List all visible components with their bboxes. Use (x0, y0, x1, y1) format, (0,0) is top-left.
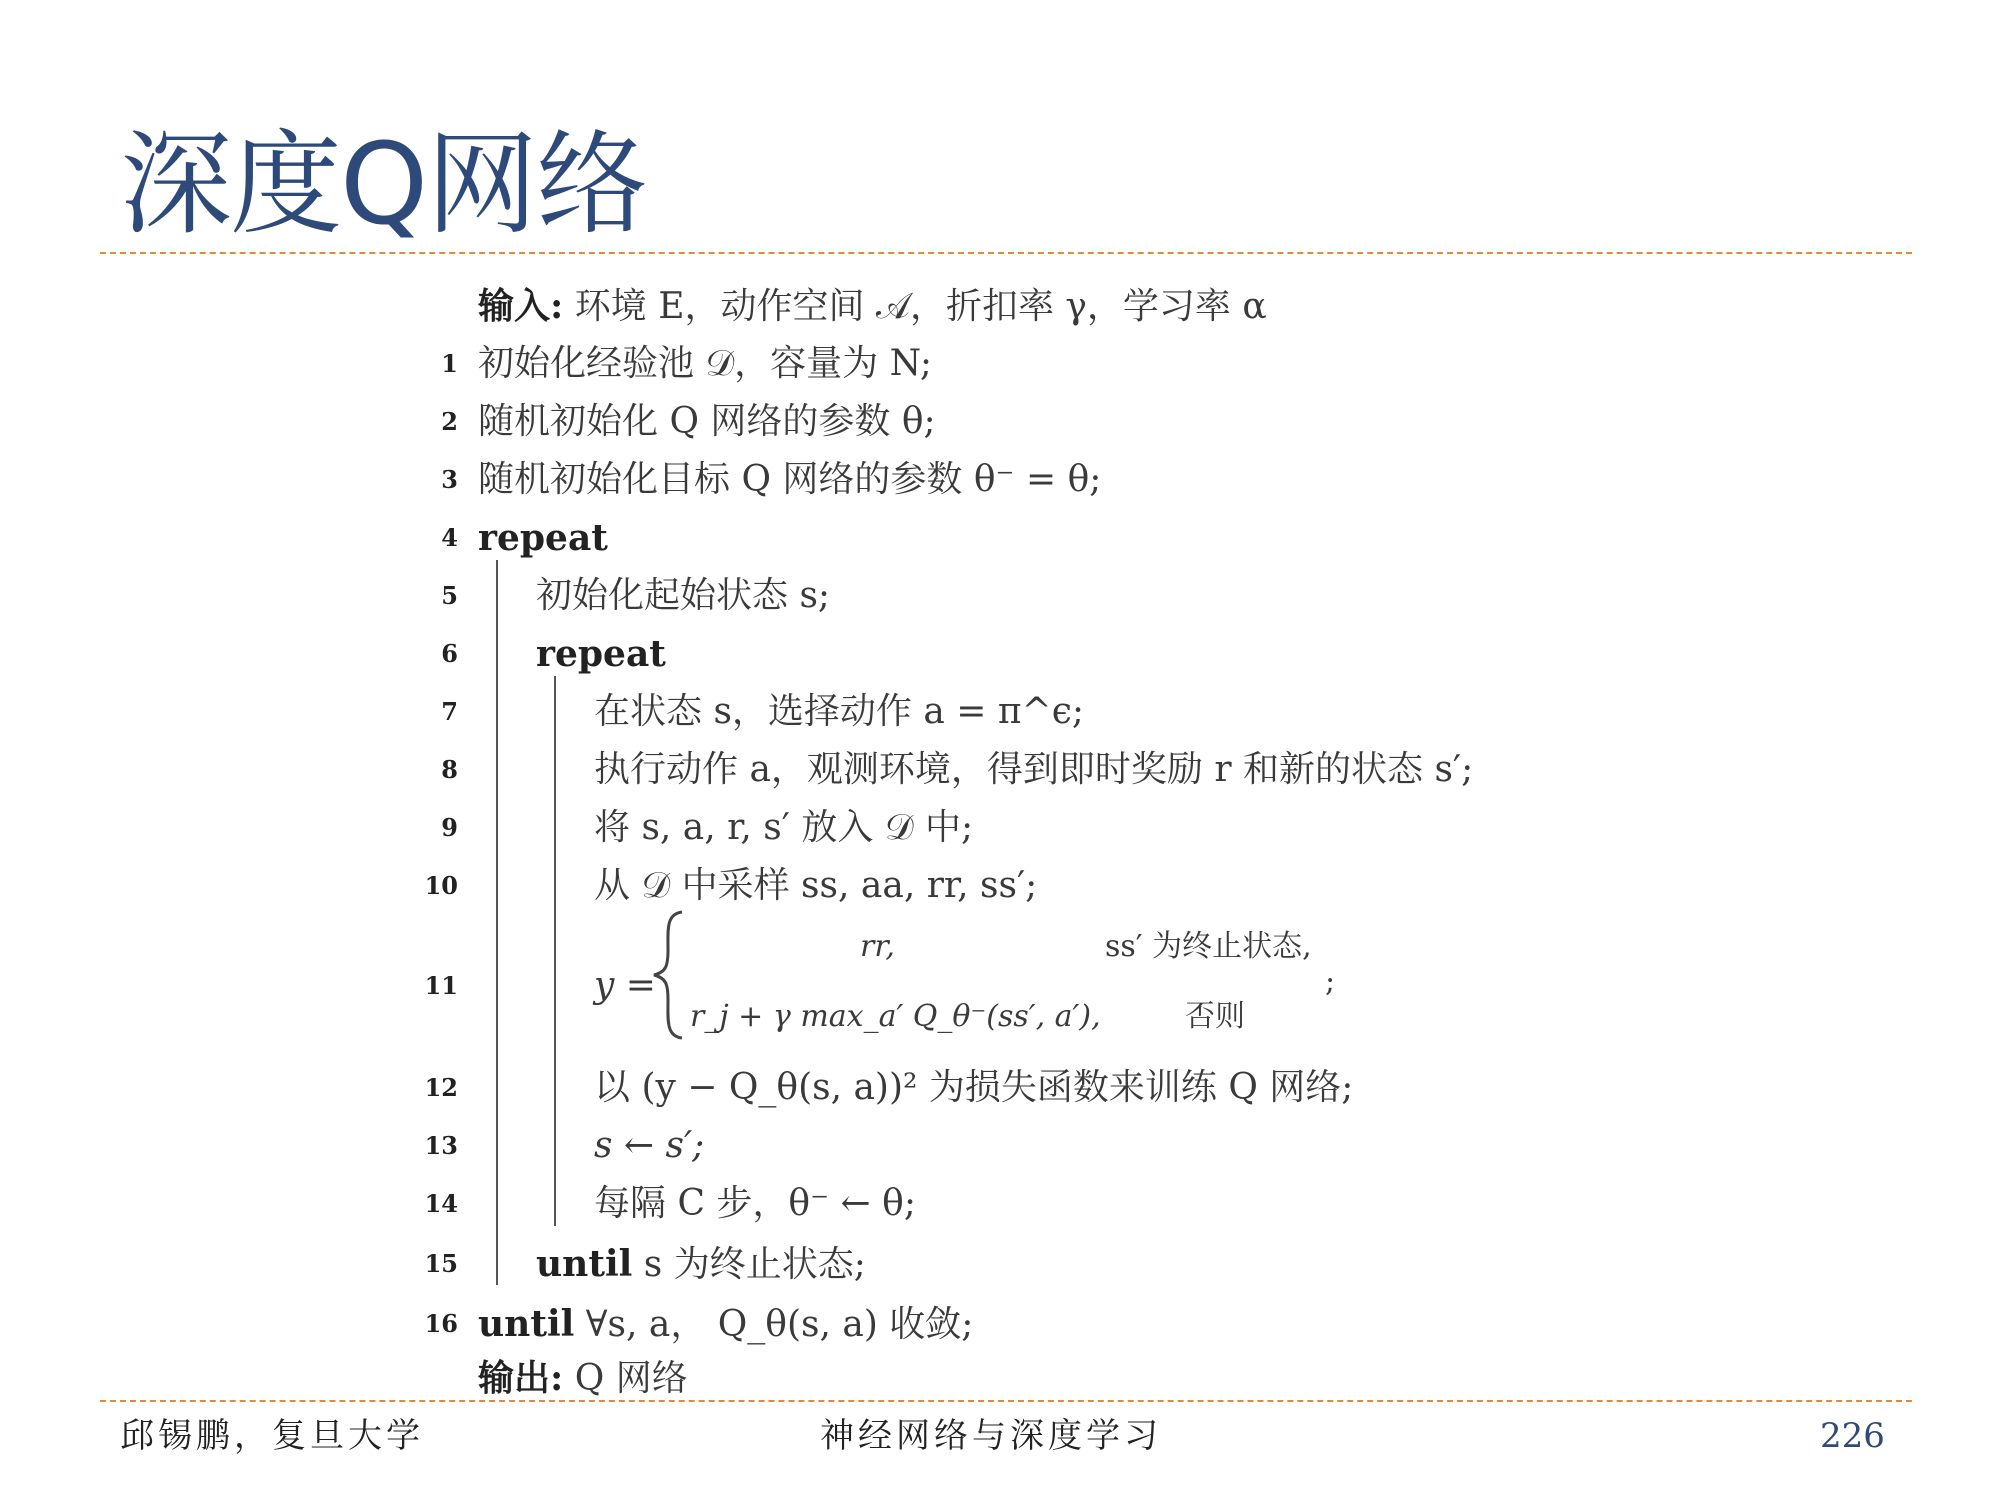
output-text: Q 网络 (574, 1358, 688, 1399)
line-text: 从 𝒟 中采样 ss, aa, rr, ss′; (594, 865, 1038, 906)
line-number: 11 (424, 971, 458, 1000)
input-label: 输入: (478, 285, 564, 327)
until-condition: ∀s, a， Q_θ(s, a) 收敛; (574, 1304, 974, 1345)
page-title: 深度Q网络 (120, 120, 647, 250)
repeat-keyword: repeat (478, 517, 608, 559)
footer-author: 邱锡鹏，复旦大学 (120, 1416, 424, 1456)
line-number: 4 (441, 523, 458, 552)
algorithm-output (0, 1350, 2000, 1406)
until-line-text (536, 1236, 866, 1293)
case2-condition: 否则 (1185, 999, 1245, 1034)
algorithm-line (0, 1236, 2000, 1292)
algorithm-input (0, 278, 2000, 334)
left-brace-icon (648, 910, 688, 1040)
line-number: 7 (441, 697, 458, 726)
line-text: 执行动作 a，观测环境，得到即时奖励 r 和新的状态 s′; (594, 749, 1474, 790)
line-text: 将 s, a, r, s′ 放入 𝒟 中; (594, 807, 974, 848)
repeat-keyword: repeat (536, 633, 666, 675)
line-text: 初始化经验池 𝒟，容量为 N; (478, 343, 932, 384)
line-number: 12 (424, 1073, 458, 1102)
until-keyword: until (478, 1303, 575, 1345)
line-number: 6 (441, 639, 458, 668)
line-number: 10 (424, 871, 458, 900)
algorithm-line (0, 1176, 2000, 1232)
algorithm-line (0, 626, 2000, 682)
line-number: 5 (441, 581, 458, 610)
case1-condition: ss′ 为终止状态, (1105, 929, 1312, 964)
algorithm-line (0, 1118, 2000, 1174)
output-label: 输出: (478, 1357, 564, 1399)
line-number: 16 (424, 1309, 458, 1338)
algorithm-line (0, 336, 2000, 392)
line-text: 随机初始化 Q 网络的参数 θ; (478, 401, 936, 442)
footer-course: 神经网络与深度学习 (820, 1416, 1162, 1456)
line-text: 在状态 s，选择动作 a = π^ϵ; (594, 691, 1084, 732)
case-terminator: ; (1325, 964, 1336, 999)
algorithm-line (0, 800, 2000, 856)
algorithm-line (0, 742, 2000, 798)
algorithm-line (0, 510, 2000, 566)
line-number: 9 (441, 813, 458, 842)
algorithm-line (0, 568, 2000, 624)
algorithm-line (0, 1060, 2000, 1116)
line-number: 14 (424, 1189, 458, 1218)
line-number: 13 (424, 1131, 458, 1160)
line-number: 1 (441, 349, 458, 378)
line-text: y = (594, 965, 656, 1006)
page-number: 226 (1820, 1416, 1885, 1456)
until-condition: s 为终止状态; (632, 1244, 866, 1285)
until-line-text (478, 1296, 973, 1353)
line-text: 初始化起始状态 s; (536, 575, 831, 616)
algorithm-line (0, 452, 2000, 508)
algorithm-line (0, 684, 2000, 740)
line-number: 3 (441, 465, 458, 494)
algorithm-line (0, 394, 2000, 450)
algorithm-line (0, 1296, 2000, 1352)
input-text: 环境 E，动作空间 𝒜，折扣率 γ，学习率 α (574, 286, 1267, 327)
line-number: 2 (441, 407, 458, 436)
case2-value: r_j + γ max_a′ Q_θ⁻(ss′, a′), (690, 999, 1101, 1034)
algorithm-line (0, 858, 2000, 914)
line-number: 8 (441, 755, 458, 784)
line-text: 每隔 C 步，θ⁻ ← θ; (594, 1183, 916, 1224)
line-text: s ← s′; (594, 1125, 705, 1166)
case1-value: rr, (860, 929, 895, 964)
line-text: 随机初始化目标 Q 网络的参数 θ⁻ = θ; (478, 459, 1102, 500)
line-text: 以 (y − Q_θ(s, a))² 为损失函数来训练 Q 网络; (594, 1067, 1354, 1108)
footer-divider (100, 1400, 1912, 1402)
line-number: 15 (424, 1249, 458, 1278)
until-keyword: until (536, 1243, 633, 1285)
